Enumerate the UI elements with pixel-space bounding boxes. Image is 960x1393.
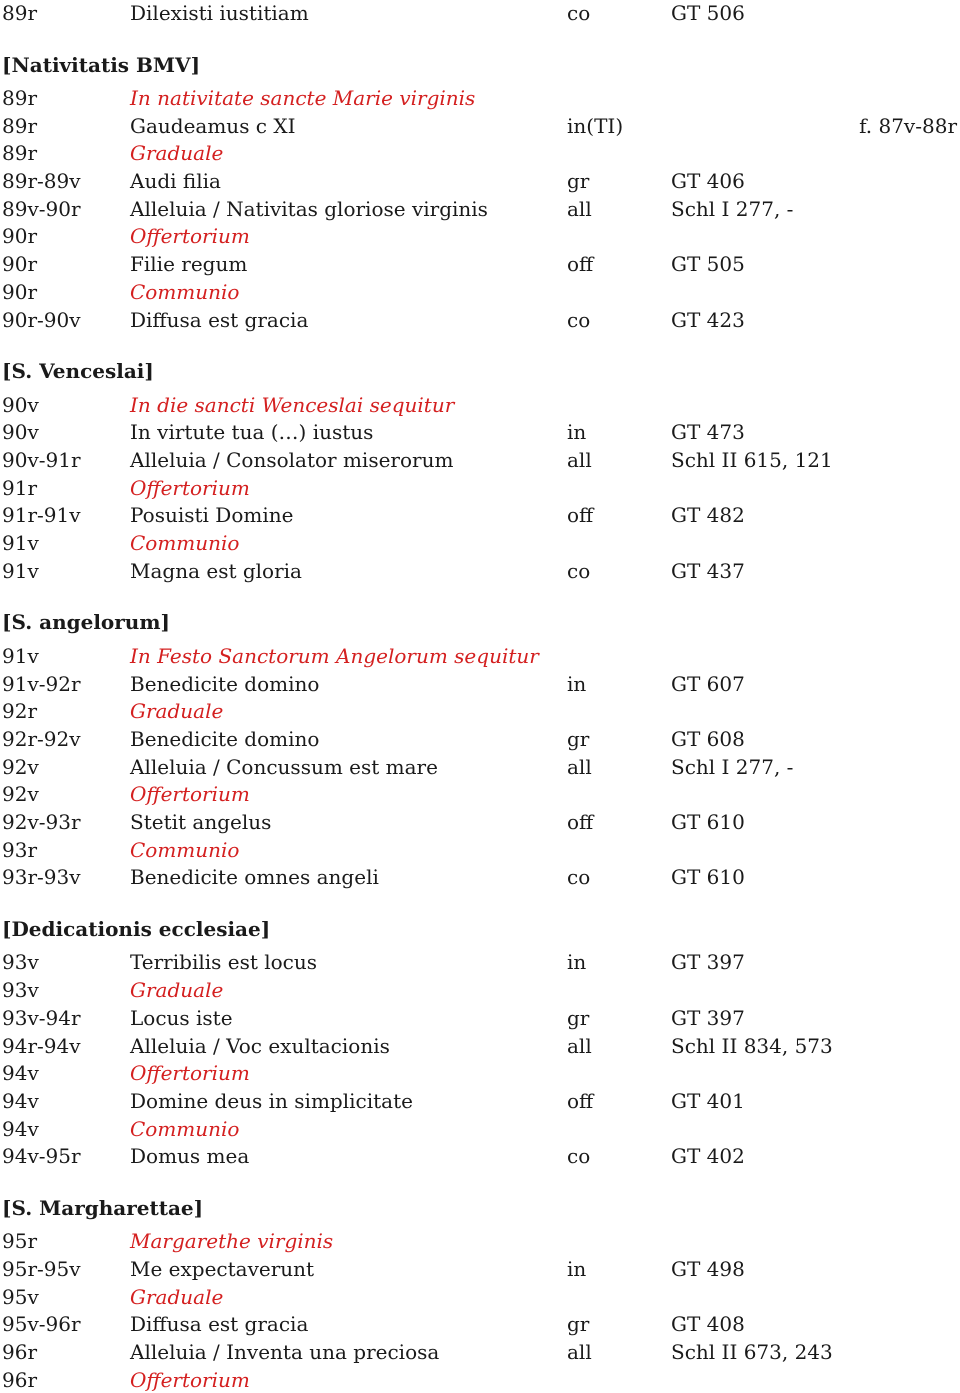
table-row (0, 1284, 960, 1310)
rubric-heading: Offertorium (130, 1368, 250, 1392)
folio-cell: 91r (2, 476, 38, 500)
table-row (0, 196, 960, 222)
folio-cell: 96r (2, 1368, 38, 1392)
chant-incipit: Posuisti Domine (130, 503, 294, 527)
rubric-heading: Offertorium (130, 476, 250, 500)
reference-cell: GT 505 (671, 252, 745, 276)
folio-cell: 95v-96r (2, 1312, 81, 1336)
table-row (0, 447, 960, 473)
reference-cell: GT 610 (671, 865, 745, 889)
table-row (0, 392, 960, 418)
genre-cell: in(TI) (567, 114, 624, 138)
reference-cell: GT 397 (671, 950, 745, 974)
folio-cell: 95r (2, 1229, 38, 1253)
table-row (0, 223, 960, 249)
folio-cell: 94v (2, 1089, 39, 1113)
chant-incipit: Diffusa est gracia (130, 308, 309, 332)
chant-incipit: In virtute tua (…) iustus (130, 420, 374, 444)
folio-cell: 89r (2, 114, 38, 138)
table-row (0, 1116, 960, 1142)
table-row (0, 781, 960, 807)
chant-incipit: Benedicite domino (130, 672, 320, 696)
rubric-heading: Graduale (130, 141, 224, 165)
table-row (0, 809, 960, 835)
folio-cell: 90v-91r (2, 448, 81, 472)
folio-cell: 90r (2, 224, 38, 248)
section-header: [S. angelorum] (2, 610, 170, 635)
table-row (0, 671, 960, 697)
rubric-heading: Graduale (130, 978, 224, 1002)
genre-cell: co (567, 1, 591, 25)
genre-cell: all (567, 448, 592, 472)
table-row (0, 85, 960, 111)
genre-cell: off (567, 252, 594, 276)
table-row (0, 1005, 960, 1031)
table-row (0, 1339, 960, 1365)
table-row (0, 754, 960, 780)
chant-incipit: Gaudeamus c XI (130, 114, 296, 138)
rubric-heading: Graduale (130, 1285, 224, 1309)
reference-cell: GT 498 (671, 1257, 745, 1281)
chant-incipit: Terribilis est locus (130, 950, 318, 974)
folio-cell: 89r (2, 141, 38, 165)
folio-cell: 91r-91v (2, 503, 81, 527)
folio-cell: 90r (2, 280, 38, 304)
folio-cell: 93v (2, 950, 39, 974)
genre-cell: gr (567, 727, 590, 751)
rubric-heading: In die sancti Wenceslai sequitur (130, 393, 455, 417)
folio-cell: 94v (2, 1117, 39, 1141)
reference-cell: GT 607 (671, 672, 745, 696)
genre-cell: off (567, 1089, 594, 1113)
chant-incipit: Dilexisti iustitiam (130, 1, 309, 25)
chant-incipit: Diffusa est gracia (130, 1312, 309, 1336)
reference-cell: Schl II 673, 243 (671, 1340, 833, 1364)
chant-incipit: Magna est gloria (130, 559, 302, 583)
genre-cell: in (567, 420, 587, 444)
genre-cell: all (567, 755, 592, 779)
folio-cell: 90v (2, 393, 39, 417)
genre-cell: all (567, 1340, 592, 1364)
reference-cell: GT 401 (671, 1089, 745, 1113)
table-row (0, 1088, 960, 1114)
genre-cell: co (567, 865, 591, 889)
table-row (0, 307, 960, 333)
table-row (0, 502, 960, 528)
rubric-heading: Communio (130, 1117, 240, 1141)
section-header: [S. Venceslai] (2, 359, 154, 384)
genre-cell: off (567, 503, 594, 527)
folio-cell: 94r-94v (2, 1034, 81, 1058)
folio-cell: 95v (2, 1285, 39, 1309)
reference-cell: GT 482 (671, 503, 745, 527)
folio-cell: 96r (2, 1340, 38, 1364)
rubric-heading: Offertorium (130, 782, 250, 806)
folio-cell: 92r (2, 699, 38, 723)
reference-cell: Schl II 834, 573 (671, 1034, 833, 1058)
folio-cell: 91v-92r (2, 672, 81, 696)
chant-incipit: Alleluia / Inventa una preciosa (130, 1340, 440, 1364)
rubric-heading: Offertorium (130, 224, 250, 248)
rubric-heading: Graduale (130, 699, 224, 723)
table-row (0, 558, 960, 584)
table-row (0, 1143, 960, 1169)
genre-cell: all (567, 1034, 592, 1058)
reference-cell: GT 408 (671, 1312, 745, 1336)
folio-cell: 92r-92v (2, 727, 81, 751)
genre-cell: in (567, 950, 587, 974)
folio-cell: 89r (2, 1, 38, 25)
section-header: [Nativitatis BMV] (2, 52, 201, 77)
folio-cell: 95r-95v (2, 1257, 81, 1281)
table-row (0, 0, 960, 26)
folio-cell: 92v (2, 782, 39, 806)
table-row (0, 643, 960, 669)
folio-cell: 90r-90v (2, 308, 81, 332)
folio-cell: 89r (2, 86, 38, 110)
rubric-heading: In nativitate sancte Marie virginis (130, 86, 476, 110)
rubric-heading: Offertorium (130, 1061, 250, 1085)
table-row (0, 864, 960, 890)
table-row (0, 419, 960, 445)
reference-cell: GT 437 (671, 559, 745, 583)
chant-incipit: Benedicite omnes angeli (130, 865, 379, 889)
folio-cell: 93r-93v (2, 865, 81, 889)
section-header: [Dedicationis ecclesiae] (2, 916, 271, 941)
folio-cell: 91v (2, 531, 39, 555)
reference-cell: GT 608 (671, 727, 745, 751)
reference-cell: GT 610 (671, 810, 745, 834)
folio-cell: 89v-90r (2, 197, 81, 221)
table-row (0, 837, 960, 863)
table-row (0, 726, 960, 752)
folio-cell: 90r (2, 252, 38, 276)
chant-incipit: Audi filia (130, 169, 221, 193)
genre-cell: co (567, 559, 591, 583)
table-row (0, 1228, 960, 1254)
folio-cell: 89r-89v (2, 169, 81, 193)
folio-cell: 94v-95r (2, 1144, 81, 1168)
reference-cell: GT 397 (671, 1006, 745, 1030)
table-row (0, 698, 960, 724)
rubric-heading: Communio (130, 531, 240, 555)
chant-incipit: Locus iste (130, 1006, 233, 1030)
genre-cell: all (567, 197, 592, 221)
reference-cell: GT 406 (671, 169, 745, 193)
chant-incipit: Benedicite domino (130, 727, 320, 751)
folio-cell: 94v (2, 1061, 39, 1085)
chant-incipit: Filie regum (130, 252, 248, 276)
genre-cell: gr (567, 1006, 590, 1030)
chant-incipit: Stetit angelus (130, 810, 272, 834)
genre-cell: off (567, 810, 594, 834)
table-row (0, 113, 960, 139)
genre-cell: gr (567, 169, 590, 193)
reference-cell: Schl II 615, 121 (671, 448, 833, 472)
chant-incipit: Domus mea (130, 1144, 250, 1168)
genre-cell: gr (567, 1312, 590, 1336)
table-row (0, 251, 960, 277)
table-row (0, 977, 960, 1003)
rubric-heading: In Festo Sanctorum Angelorum sequitur (130, 644, 539, 668)
chant-incipit: Alleluia / Voc exultacionis (130, 1034, 390, 1058)
cross-reference-note: f. 87v-88r (859, 114, 957, 138)
table-row (0, 168, 960, 194)
table-row (0, 1060, 960, 1086)
chant-incipit: Alleluia / Nativitas gloriose virginis (130, 197, 488, 221)
genre-cell: co (567, 1144, 591, 1168)
chant-incipit: Alleluia / Concussum est mare (130, 755, 438, 779)
folio-cell: 93v-94r (2, 1006, 81, 1030)
folio-cell: 91v (2, 559, 39, 583)
folio-cell: 93v (2, 978, 39, 1002)
section-header: [S. Margharettae] (2, 1195, 204, 1220)
rubric-heading: Communio (130, 838, 240, 862)
table-row (0, 1256, 960, 1282)
folio-cell: 93r (2, 838, 38, 862)
table-row (0, 475, 960, 501)
table-row (0, 1033, 960, 1059)
chant-incipit: Me expectaverunt (130, 1257, 315, 1281)
genre-cell: in (567, 1257, 587, 1281)
folio-cell: 91v (2, 644, 39, 668)
table-row (0, 530, 960, 556)
folio-cell: 90v (2, 420, 39, 444)
genre-cell: co (567, 308, 591, 332)
table-row (0, 1367, 960, 1393)
folio-cell: 92v (2, 755, 39, 779)
table-row (0, 140, 960, 166)
chant-incipit: Alleluia / Consolator miserorum (130, 448, 454, 472)
reference-cell: GT 402 (671, 1144, 745, 1168)
chant-incipit: Domine deus in simplicitate (130, 1089, 413, 1113)
reference-cell: GT 473 (671, 420, 745, 444)
table-row (0, 1311, 960, 1337)
rubric-heading: Margarethe virginis (130, 1229, 334, 1253)
reference-cell: Schl I 277, - (671, 197, 794, 221)
table-row (0, 949, 960, 975)
folio-cell: 92v-93r (2, 810, 81, 834)
genre-cell: in (567, 672, 587, 696)
reference-cell: GT 423 (671, 308, 745, 332)
table-row (0, 279, 960, 305)
rubric-heading: Communio (130, 280, 240, 304)
reference-cell: GT 506 (671, 1, 745, 25)
reference-cell: Schl I 277, - (671, 755, 794, 779)
